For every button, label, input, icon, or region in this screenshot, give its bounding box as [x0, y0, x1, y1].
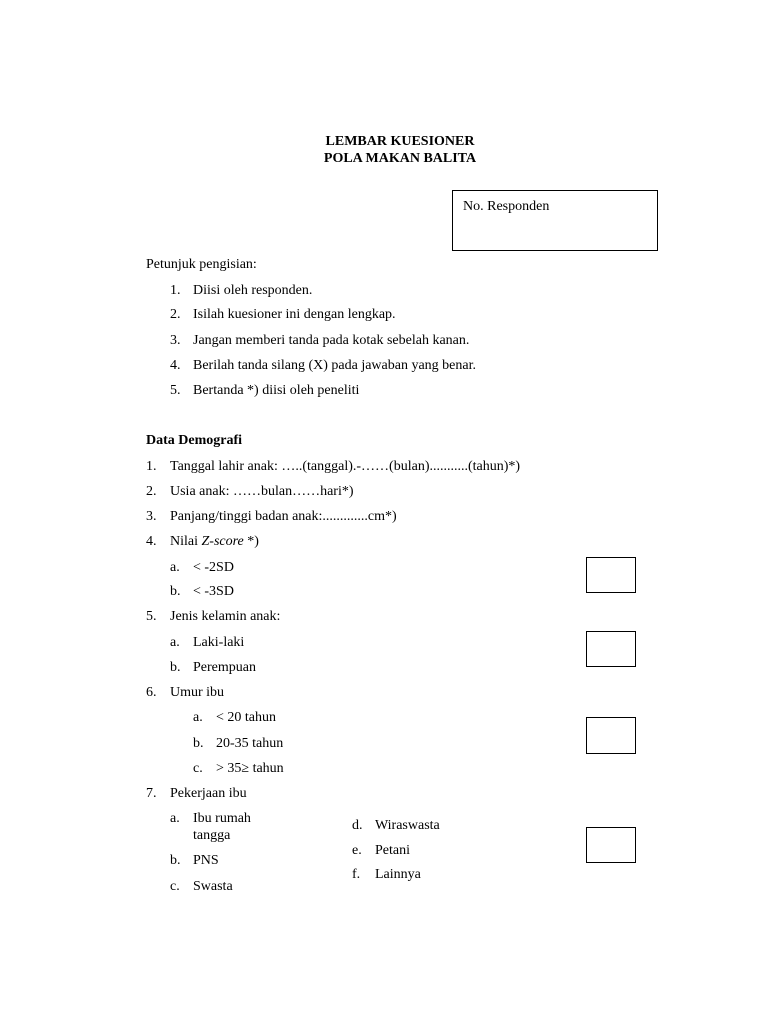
- zscore-suffix: *): [243, 534, 259, 549]
- option-letter: b.: [170, 853, 181, 868]
- responden-label: No. Responden: [463, 199, 550, 214]
- option-letter: a.: [170, 811, 180, 826]
- petunjuk-item: Isilah kuesioner ini dengan lengkap.: [193, 307, 396, 322]
- answer-box-gender[interactable]: [586, 631, 636, 667]
- title-line-1: LEMBAR KUESIONER: [325, 134, 475, 149]
- question-mother-age: Umur ibu: [170, 685, 225, 700]
- option-letter: e.: [352, 843, 362, 858]
- option-text: Ibu rumah tangga: [193, 811, 251, 843]
- question-mother-job: Pekerjaan ibu: [170, 786, 247, 801]
- option-letter: f.: [352, 867, 361, 882]
- option-letter: c.: [170, 879, 180, 894]
- option-text: 20-35 tahun: [216, 736, 284, 751]
- answer-box-zscore[interactable]: [586, 557, 636, 593]
- responden-box[interactable]: [452, 190, 658, 251]
- question-number: 7.: [146, 786, 157, 801]
- question-number: 2.: [146, 484, 157, 499]
- answer-box-mother-age[interactable]: [586, 717, 636, 754]
- question-number: 6.: [146, 685, 157, 700]
- option-letter: b.: [170, 584, 181, 599]
- option-text: Lainnya: [375, 867, 421, 882]
- question-child-height: Panjang/tinggi badan anak:.............cm*): [170, 509, 397, 524]
- petunjuk-item: Berilah tanda silang (X) pada jawaban yang benar.: [193, 358, 477, 373]
- question-zscore: [170, 533, 259, 550]
- question-birthdate: Tanggal lahir anak: …..(tanggal).-……(bulan)...........(tahun)*): [170, 459, 521, 474]
- option-text: Petani: [375, 843, 410, 858]
- question-child-age: Usia anak: ……bulan……hari*): [170, 484, 354, 499]
- question-number: 1.: [146, 459, 157, 474]
- petunjuk-heading: Petunjuk pengisian:: [146, 257, 257, 272]
- option-text: Perempuan: [193, 660, 256, 675]
- option-text: > 35≥ tahun: [216, 761, 284, 776]
- option-letter: a.: [170, 560, 180, 575]
- question-number: 3.: [146, 509, 157, 524]
- option-letter: a.: [170, 635, 180, 650]
- title-line-2: POLA MAKAN BALITA: [323, 151, 477, 166]
- answer-box-mother-job[interactable]: [586, 827, 636, 863]
- option-letter: a.: [193, 710, 203, 725]
- demografi-heading: Data Demografi: [146, 433, 243, 448]
- option-text: Laki-laki: [193, 635, 245, 650]
- zscore-term: Z-score: [201, 534, 244, 549]
- option-letter: d.: [352, 818, 363, 833]
- petunjuk-number: 3.: [170, 333, 181, 348]
- petunjuk-item: Bertanda *) diisi oleh peneliti: [193, 383, 360, 398]
- zscore-prefix: Nilai: [170, 534, 202, 549]
- petunjuk-number: 4.: [170, 358, 181, 373]
- petunjuk-number: 1.: [170, 283, 181, 298]
- petunjuk-number: 5.: [170, 383, 181, 398]
- option-text: PNS: [193, 853, 219, 868]
- option-letter: b.: [193, 736, 204, 751]
- option-text: Wiraswasta: [375, 818, 440, 833]
- petunjuk-number: 2.: [170, 307, 181, 322]
- option-letter: c.: [193, 761, 203, 776]
- question-number: 5.: [146, 609, 157, 624]
- petunjuk-item: Diisi oleh responden.: [193, 283, 313, 298]
- option-text: Swasta: [193, 879, 233, 894]
- question-child-gender: Jenis kelamin anak:: [170, 609, 281, 624]
- option-text: < -3SD: [193, 584, 234, 599]
- option-letter: b.: [170, 660, 181, 675]
- petunjuk-item: Jangan memberi tanda pada kotak sebelah kanan.: [193, 333, 470, 348]
- option-text: < -2SD: [193, 560, 234, 575]
- option-text: < 20 tahun: [216, 710, 276, 725]
- question-number: 4.: [146, 534, 157, 549]
